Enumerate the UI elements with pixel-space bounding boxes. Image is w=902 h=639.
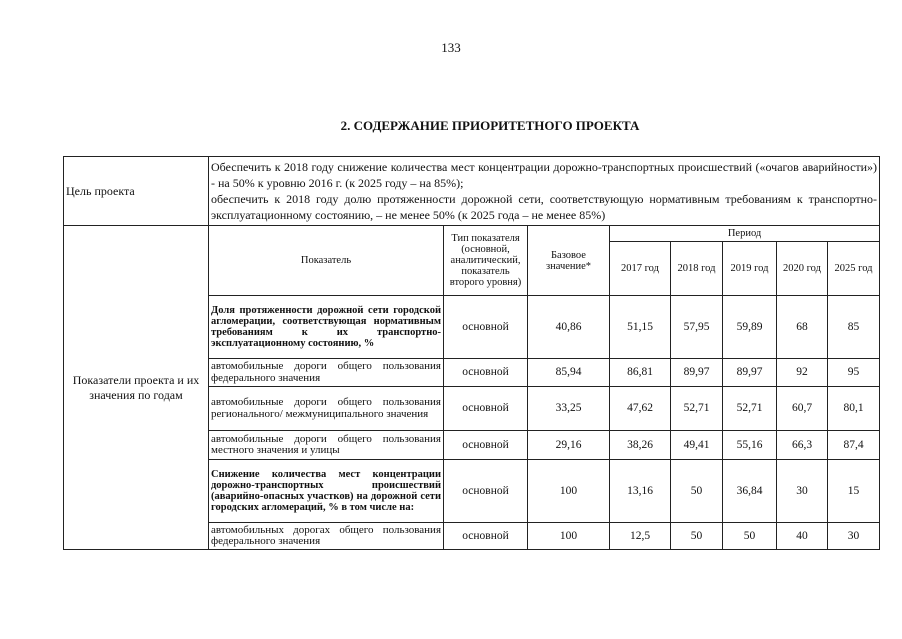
year-value: 30 xyxy=(828,523,880,550)
base-value: 29,16 xyxy=(528,431,610,460)
header-row-1 xyxy=(64,226,880,242)
indicator-type: основной xyxy=(444,523,528,550)
header-year: 2018 год xyxy=(671,242,723,296)
year-value: 30 xyxy=(777,460,828,523)
base-value: 40,86 xyxy=(528,296,610,359)
indicator-type: основной xyxy=(444,460,528,523)
year-value: 89,97 xyxy=(671,359,723,387)
header-type: Тип показателя (основной, аналитический, показатель второго уровня) xyxy=(444,226,528,296)
year-value: 50 xyxy=(671,460,723,523)
base-value: 100 xyxy=(528,460,610,523)
year-value: 12,5 xyxy=(610,523,671,550)
year-value: 60,7 xyxy=(777,387,828,431)
indicator-type: основной xyxy=(444,359,528,387)
indicator-name: автомобильные дороги общего пользования федерального значения xyxy=(209,359,444,387)
year-value: 80,1 xyxy=(828,387,880,431)
year-value: 38,26 xyxy=(610,431,671,460)
header-base: Базовое значение* xyxy=(528,226,610,296)
year-value: 52,71 xyxy=(723,387,777,431)
indicators-label: Показатели проекта и их значения по годам xyxy=(64,226,209,550)
year-value: 13,16 xyxy=(610,460,671,523)
goal-row xyxy=(64,157,880,226)
year-value: 51,15 xyxy=(610,296,671,359)
indicator-name: автомобильных дорогах общего пользования федерального значения xyxy=(209,523,444,550)
indicator-name: автомобильные дороги общего пользования местного значения и улицы xyxy=(209,431,444,460)
base-value: 100 xyxy=(528,523,610,550)
year-value: 89,97 xyxy=(723,359,777,387)
header-year: 2017 год xyxy=(610,242,671,296)
header-year: 2020 год xyxy=(777,242,828,296)
year-value: 15 xyxy=(828,460,880,523)
goal-text-line-1: Обеспечить к 2018 году снижение количества мест концентрации дорожно-транспортных происшествий («очагов аварийности») - на 50% к уровню 2016 г. (к 2025 году – на 85%); xyxy=(211,160,878,190)
year-value: 49,41 xyxy=(671,431,723,460)
indicator-name: Снижение количества мест концентрации дорожно-транспортных происшествий (аварийно-опасных участков) на дорожной сети городских агломераций, % в том числе на: xyxy=(209,460,444,523)
goal-text xyxy=(209,157,880,226)
year-value: 50 xyxy=(723,523,777,550)
year-value: 36,84 xyxy=(723,460,777,523)
year-value: 47,62 xyxy=(610,387,671,431)
indicator-name: автомобильные дороги общего пользования регионального/ межмуниципального значения xyxy=(209,387,444,431)
page-number: 133 xyxy=(441,40,461,55)
year-value: 55,16 xyxy=(723,431,777,460)
year-value: 59,89 xyxy=(723,296,777,359)
year-value: 95 xyxy=(828,359,880,387)
year-value: 52,71 xyxy=(671,387,723,431)
year-value: 87,4 xyxy=(828,431,880,460)
section-title: 2. СОДЕРЖАНИЕ ПРИОРИТЕТНОГО ПРОЕКТА xyxy=(340,118,640,133)
base-value: 33,25 xyxy=(528,387,610,431)
year-value: 57,95 xyxy=(671,296,723,359)
year-value: 40 xyxy=(777,523,828,550)
year-value: 68 xyxy=(777,296,828,359)
indicator-type: основной xyxy=(444,431,528,460)
goal-label: Цель проекта xyxy=(64,157,209,226)
indicator-name: Доля протяженности дорожной сети городской агломерации, соответствующая нормативным требованиям к их транспортно-эксплуатационному состоянию, % xyxy=(209,296,444,359)
goal-text-line-2: обеспечить к 2018 году долю протяженности дорожной сети, соответствующую нормативным требованиям к транспортно-эксплуатационному состоянию, – не менее 50% (к 2025 года – не менее 85%) xyxy=(211,192,878,222)
year-value: 50 xyxy=(671,523,723,550)
header-period: Период xyxy=(610,226,880,242)
indicator-type: основной xyxy=(444,387,528,431)
project-table xyxy=(63,156,880,550)
year-value: 85 xyxy=(828,296,880,359)
header-year: 2025 год xyxy=(828,242,880,296)
year-value: 92 xyxy=(777,359,828,387)
indicator-type: основной xyxy=(444,296,528,359)
header-year: 2019 год xyxy=(723,242,777,296)
header-indicator: Показатель xyxy=(209,226,444,296)
base-value: 85,94 xyxy=(528,359,610,387)
year-value: 66,3 xyxy=(777,431,828,460)
year-value: 86,81 xyxy=(610,359,671,387)
